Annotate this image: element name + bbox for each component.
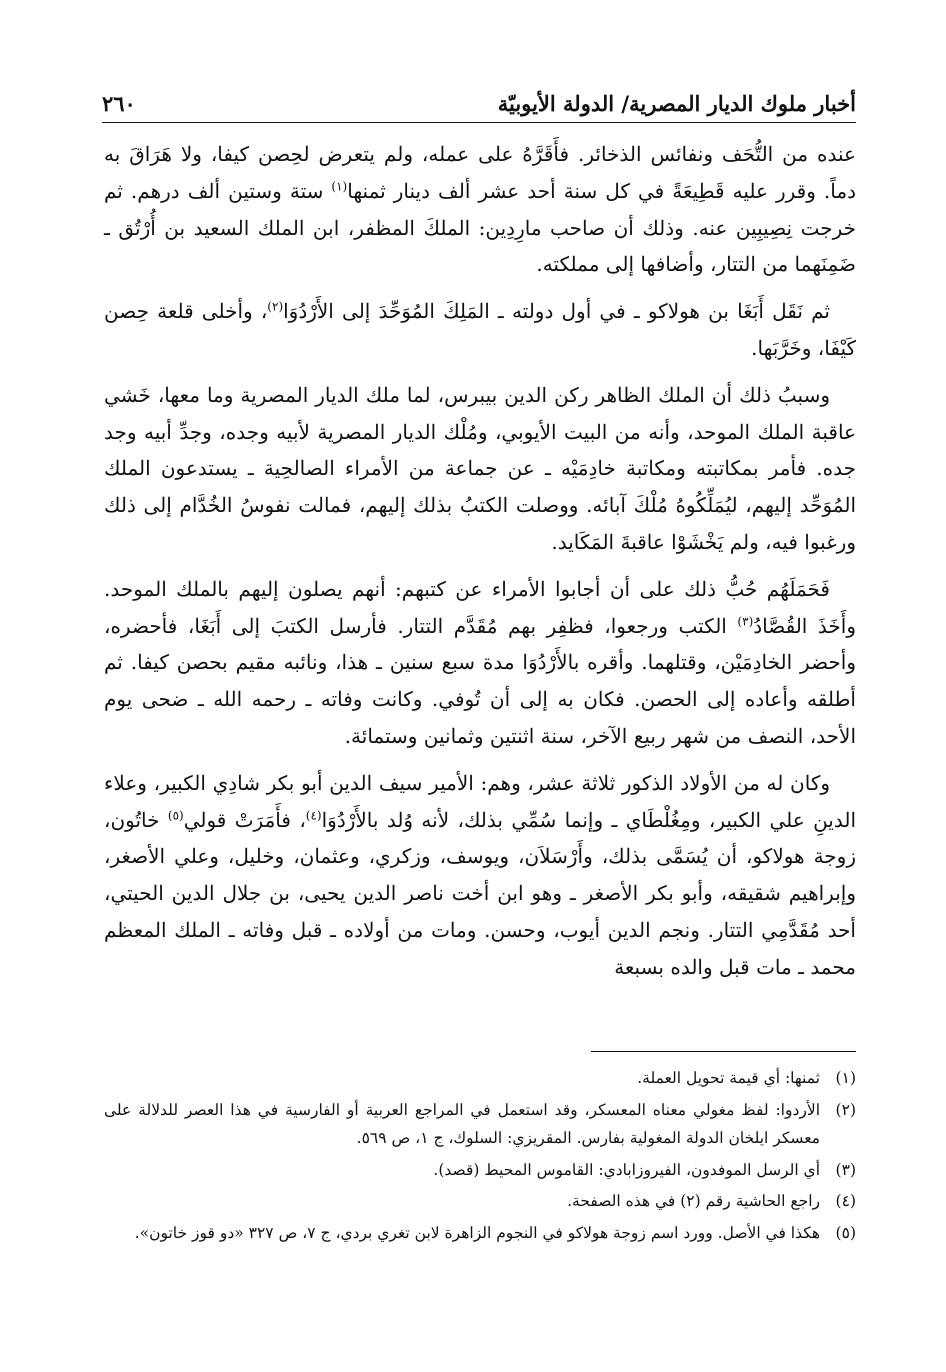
paragraph-text: ثم نَقَل أَبَغَا بن هولاكو ـ في أول دولته ـ المَلِكَ المُوَحِّدَ إلى الأَرْدُوَا	[283, 299, 830, 324]
running-title: أخبار ملوك الديار المصرية/ الدولة الأيوبيّة	[497, 91, 856, 116]
footnotes	[104, 1064, 856, 1250]
paragraph-text: وسببُ ذلك أن الملك الظاهر ركن الدين بيبرس، لما ملك الديار المصرية وما معها، خَشي عاقبة الملك الموحد، وأنه من البيت الأيوبي، ومُلْك الديار المصرية لأبيه وجده، وجدِّ أبيه وجد جده. فأمر بمكاتبته ومكاتبة خادِمَيْه ـ عن جماعة من الأمراء الصالحِية ـ يستدعون الملك المُوَحِّد إليهم، ليُمَلِّكُوهُ مُلْكَ آبائه. ووصلت الكتبُ بذلك إليهم، فمالت نفوسُ الخُدَّام إلى ذلك ورغبوا فيه، ولم يَخْشَوْا عاقبةَ المَكَايد.	[104, 382, 856, 554]
footnote-text: ثمنها: أي قيمة تحويل العملة.	[637, 1069, 820, 1087]
paragraph-5	[104, 765, 856, 986]
main-text	[104, 136, 856, 986]
paragraph-4	[104, 571, 856, 755]
footnote-number: (٤)	[835, 1192, 856, 1210]
footnote-rule	[591, 1051, 856, 1052]
footnote-ref-4: (٤)	[305, 807, 322, 822]
footnote-4	[104, 1187, 856, 1216]
footnote-5	[104, 1219, 856, 1248]
paragraph-text: وكان له من الأولاد الذكور ثلاثة عشر، وهم: الأمير سيف الدين أبو بكر شادِي الكبير، وعلاء الدينِ علي الكبير، ومِغُلْطَاي ـ وإنما سُمِّي بذلك، لأنه وُلد بالأَرْدُوَا	[104, 770, 857, 832]
footnote-ref-2: (٢)	[267, 299, 284, 314]
paragraph-text: ستة وستين ألف درهم. ثم خرجت نِصِيبِين عنه. وذلك أن صاحب مارِدِين: الملكَ المظفر، ابن الملك السعيد بن أُرْتُق ـ ضَمِنَهما من التتار، وأضافها إلى مملكته.	[104, 178, 856, 277]
paragraph-1	[104, 136, 856, 283]
footnote-3	[104, 1156, 856, 1185]
footnote-text: هكذا في الأصل. وورد اسم زوجة هولاكو في النجوم الزاهرة لابن تغري بردي، ج ٧، ص ٣٢٧ «دو قوز خاتون».	[134, 1223, 820, 1242]
paragraph-text: فَحَمَلَهُم حُبُّ ذلك على أن أجابوا الأمراء عن كتبهم: أنهم يصلون إليهم بالملك الموحد. وأَخَذَ القُصَّادُ	[104, 576, 856, 638]
page-number: ٢٦٠	[102, 91, 136, 116]
footnote-1	[104, 1064, 856, 1093]
footnote-ref-5: (٥)	[167, 807, 184, 822]
footnote-number: (٢)	[835, 1100, 856, 1119]
footnote-2	[104, 1096, 856, 1153]
paragraph-text: خاتُون، زوجة هولاكو، أن يُسَمَّى بذلك، وأَرْسَلاَن، ويوسف، وزكري، وعثمان، وخليل، وعلي الأصغر، وإبراهيم شقيقه، وأبو بكر الأصغر ـ وهو ابن أخت ناصر الدين يحيى، بن جلال الدين الحيتي، أحد مُقَدَّمِي التتار. ونجم الدين أيوب، وحسن. ومات من أولاده ـ قبل وفاته ـ الملك المعظم محمد ـ مات قبل والده بسبعة	[104, 807, 856, 979]
paragraph-text: ، فأَمَرَتْ قولي	[183, 807, 306, 832]
paragraph-2	[104, 293, 856, 367]
footnote-text: راجع الحاشية رقم (٢) في هذه الصفحة.	[567, 1192, 820, 1210]
footnote-number: (٣)	[835, 1160, 856, 1179]
paragraph-3	[104, 377, 856, 561]
footnote-text: الأردوا: لفظ مغولي معناه المعسكر، وقد استعمل في المراجع العربية أو الفارسية في هذا العصر للدلالة على معسكر ايلخان الدولة المغولية بفارس. المقريزي: السلوك، ج ١، ص ٥٦٩.	[104, 1100, 820, 1147]
footnote-text: أي الرسل الموفدون، الفيروزابادي: القاموس المحيط (قصد).	[433, 1160, 820, 1179]
paragraph-text: ، وأخلى قلعة حِصن كَيْفَا، وخَرَّبَها.	[104, 299, 856, 360]
footnote-number: (٥)	[835, 1223, 856, 1242]
footnote-ref-3: (٣)	[737, 613, 754, 628]
footnote-ref-1: (١)	[331, 179, 348, 194]
page-header	[102, 84, 856, 116]
footnote-number: (١)	[835, 1069, 856, 1087]
paragraph-text: الكتب ورجعوا، فظفِر بهم مُقَدَّم التتار. فأرسل الكتبَ إلى أَبَغَا، فأحضره، وأحضر الخادِمَيْن، وقتلهما. وأقره بالأَرْدُوَا مدة سبع سنين ـ هذا، ونائبه مقيم بحصن كيفا. ثم أطلقه وأعاده إلى الحصن. فكان به إلى أن تُوفي. وكانت وفاته ـ رحمه الله ـ ضحى يوم الأحد، النصف من شهر ربيع الآخر، سنة اثنتين وثمانين وستمائة.	[104, 613, 856, 748]
paragraph-text: عنده من التُّحَف ونفائس الذخائر. فأَقَرَّهُ على عمله، ولم يتعرض لحِصن كيفا، ولا هَرَاقَ به دماً. وقرر عليه قَطِيعَةً في كل سنة أحد عشر ألف دينار ثمنها	[104, 142, 856, 203]
header-rule	[102, 122, 856, 123]
